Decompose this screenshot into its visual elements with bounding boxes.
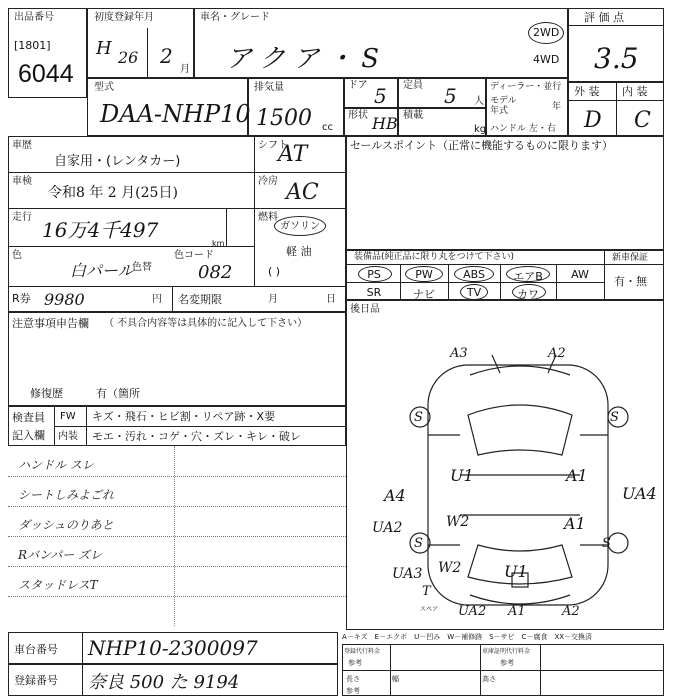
fw-label: FW [60, 411, 76, 422]
car-name-label: 車名・グレード [200, 12, 270, 23]
repair-value: 有（箇所 [96, 387, 140, 400]
mark-s-rl: S [414, 536, 423, 551]
ac: AC [286, 180, 319, 205]
drive-2wd: 2WD [533, 26, 560, 39]
equip-leather-circle [512, 284, 546, 300]
attention-label: 注意事項申告欄 [12, 317, 89, 330]
door-label: ドア [348, 80, 368, 91]
first-reg-label: 初度登録年月 [94, 12, 154, 23]
mark-s-rr: S [602, 536, 611, 551]
chassis: NHP10-2300097 [88, 636, 258, 660]
fee-label3: 車庫証明代行料金 [482, 648, 531, 655]
entry-label: 記入欄 [12, 429, 45, 442]
inspection-label: 車検 [12, 176, 32, 187]
history-label: 車歴 [12, 140, 32, 151]
reg-month: 2 [160, 44, 173, 68]
damage-legend: A－キズ E－エクボ U－凹み W－補修跡 S－サビ C－腐食 XX－交換済 [342, 633, 593, 641]
handwritten-note: スタッドレスT [18, 578, 98, 592]
fee-label2: 参考 [348, 659, 362, 667]
mark-s-fl: S [414, 410, 423, 425]
equip-pw: PW [415, 268, 433, 281]
mark-a1-fr: A1 [566, 466, 588, 485]
color-change-label: 色替 [132, 262, 152, 273]
equip-abs-circle [454, 266, 494, 282]
equip-sr: SR [366, 286, 382, 299]
plate: 奈良 500 た 9194 [88, 672, 240, 693]
capacity: 5 [444, 84, 457, 108]
history-value: 自家用・(レンタカー) [54, 154, 181, 169]
interior-row-label: 内装 [58, 431, 78, 442]
mark-w2-l: W2 [446, 514, 470, 530]
exterior-grade: D [584, 108, 602, 133]
lot-code: [1801] [14, 39, 51, 52]
mark-ua3: UA3 [392, 566, 423, 582]
mark-a3-front: A3 [450, 346, 468, 361]
dim-takasa: 高さ [482, 675, 496, 683]
drive-4wd: 4WD [533, 53, 560, 66]
color-code: 082 [198, 262, 233, 283]
mark-a2-front: A2 [548, 346, 566, 361]
equip-ps-circle [358, 266, 392, 282]
mark-a1-r: A1 [564, 514, 586, 533]
interior-label: 内 装 [622, 85, 648, 98]
month-unit: 月 [180, 64, 190, 75]
shape: HB [372, 114, 398, 133]
lot-number: 6044 [18, 60, 74, 88]
handwritten-note: ハンドル スレ [18, 458, 94, 472]
mark-u1-fl: U1 [450, 466, 474, 485]
fuel-blank: ( ) [268, 265, 281, 278]
model-year-label2: 年式 [490, 106, 509, 116]
km-unit: km [212, 239, 225, 248]
fuel-gasoline: ガソリン [280, 221, 320, 232]
cc-unit: cc [322, 122, 333, 133]
color-code-label: 色コード [174, 250, 214, 261]
dealer-label: ディーラー・並行 [490, 82, 562, 92]
inspection-value: 令和8 年 2 月(25日) [48, 185, 178, 201]
nc-day: 日 [326, 294, 336, 305]
recycle-label: R券 [12, 292, 31, 305]
new-car-value: 有・無 [614, 275, 647, 288]
mark-s-fr: S [610, 410, 619, 425]
year-unit: 年 [552, 102, 562, 112]
chassis-label: 車台番号 [14, 643, 58, 656]
equip-abs: ABS [463, 268, 485, 281]
car-name: アクア・S [226, 44, 388, 74]
kg-unit: kg [474, 124, 487, 135]
reg-year: 26 [118, 48, 139, 67]
interior-grade: C [634, 108, 651, 133]
equipment-label: 装備品(純正品に限り丸をつけて下さい) [354, 252, 515, 262]
model-year-label1: モデル [490, 96, 517, 106]
shift: AT [278, 142, 308, 167]
equip-airbag-circle [506, 266, 550, 282]
handwritten-note: シートしみよごれ [18, 488, 115, 502]
fee-label1: 登録代行料金 [344, 648, 381, 655]
fw-items: キズ・飛石・ヒビ割・リペア跡・X要 [92, 410, 276, 423]
repair-label: 修復歴 [30, 387, 63, 400]
exterior-label: 外 装 [574, 85, 600, 98]
mark-a1-rear: A1 [508, 604, 526, 619]
later-items-label: 後日品 [350, 304, 380, 315]
equip-pw-circle [405, 266, 443, 282]
equip-aw: AW [571, 268, 589, 281]
score: 3.5 [594, 42, 639, 75]
mark-a2-rear: A2 [562, 604, 580, 619]
spare-label: スペア [420, 606, 439, 613]
mark-w2-rl: W2 [438, 560, 462, 576]
mark-a4-l: A4 [384, 486, 406, 505]
inspector-label: 検査員 [12, 411, 45, 424]
handle-label: ハンドル 左・右 [490, 124, 556, 134]
dim-haba: 幅 [392, 675, 399, 683]
capacity-label: 定員 [403, 80, 423, 91]
shape-label: 形状 [348, 110, 368, 121]
displacement: 1500 [256, 106, 312, 131]
dim-nagasa: 長さ [346, 675, 360, 683]
era: H [96, 38, 112, 59]
color-label: 色 [12, 250, 22, 261]
mark-ua2-rear: UA2 [458, 604, 487, 619]
load-label: 積載 [403, 110, 423, 121]
fee-label4: 参考 [500, 659, 514, 667]
dim-sanko: 参考 [346, 687, 360, 695]
yen-unit: 円 [152, 294, 162, 305]
mark-ua4-r: UA4 [622, 484, 657, 503]
equip-navi: ナビ [413, 288, 435, 301]
displacement-label: 排気量 [254, 82, 284, 93]
mark-t-spare: T [422, 584, 431, 599]
interior-items: モエ・汚れ・コゲ・穴・ズレ・キレ・破レ [92, 430, 301, 443]
recycle-fee: 9980 [44, 290, 85, 309]
equip-airbag: エアB [513, 270, 543, 283]
mark-ua2-l: UA2 [372, 520, 403, 536]
attention-note: （ 不具合内容等は具体的に記入して下さい） [104, 318, 308, 329]
color: 白パール [70, 261, 134, 280]
model-label: 型式 [94, 82, 114, 93]
plate-label: 登録番号 [14, 674, 58, 687]
equip-leather: カワ [517, 288, 539, 301]
selling-points-box [346, 136, 664, 250]
doors: 5 [374, 84, 387, 108]
name-change-label: 名変期限 [178, 293, 222, 306]
nc-month: 月 [268, 294, 278, 305]
mileage: 16万4千497 [42, 218, 159, 242]
car-diagram [400, 345, 640, 625]
model: DAA-NHP10 [100, 100, 251, 128]
lot-label: 出品番号 [14, 12, 54, 23]
mark-u1-rear: U1 [504, 562, 528, 581]
selling-points-label: セールスポイント（正常に機能するものに限ります） [350, 139, 614, 152]
shift-label: シフト [258, 140, 288, 151]
fuel-light-oil: 軽 油 [286, 245, 312, 258]
equip-ps: PS [367, 268, 381, 281]
ac-label: 冷房 [258, 176, 278, 187]
person-unit: 人 [474, 96, 484, 107]
new-car-label: 新車保証 [612, 253, 649, 263]
score-label: 評 価 点 [584, 11, 624, 24]
equip-tv-circle [460, 284, 488, 300]
mileage-label: 走行 [12, 212, 32, 223]
fuel-label: 燃料 [258, 212, 278, 223]
handwritten-note: ダッシュのりあと [18, 518, 114, 532]
handwritten-note: Rバンパー ズレ [18, 548, 103, 562]
equip-tv: TV [466, 286, 482, 299]
